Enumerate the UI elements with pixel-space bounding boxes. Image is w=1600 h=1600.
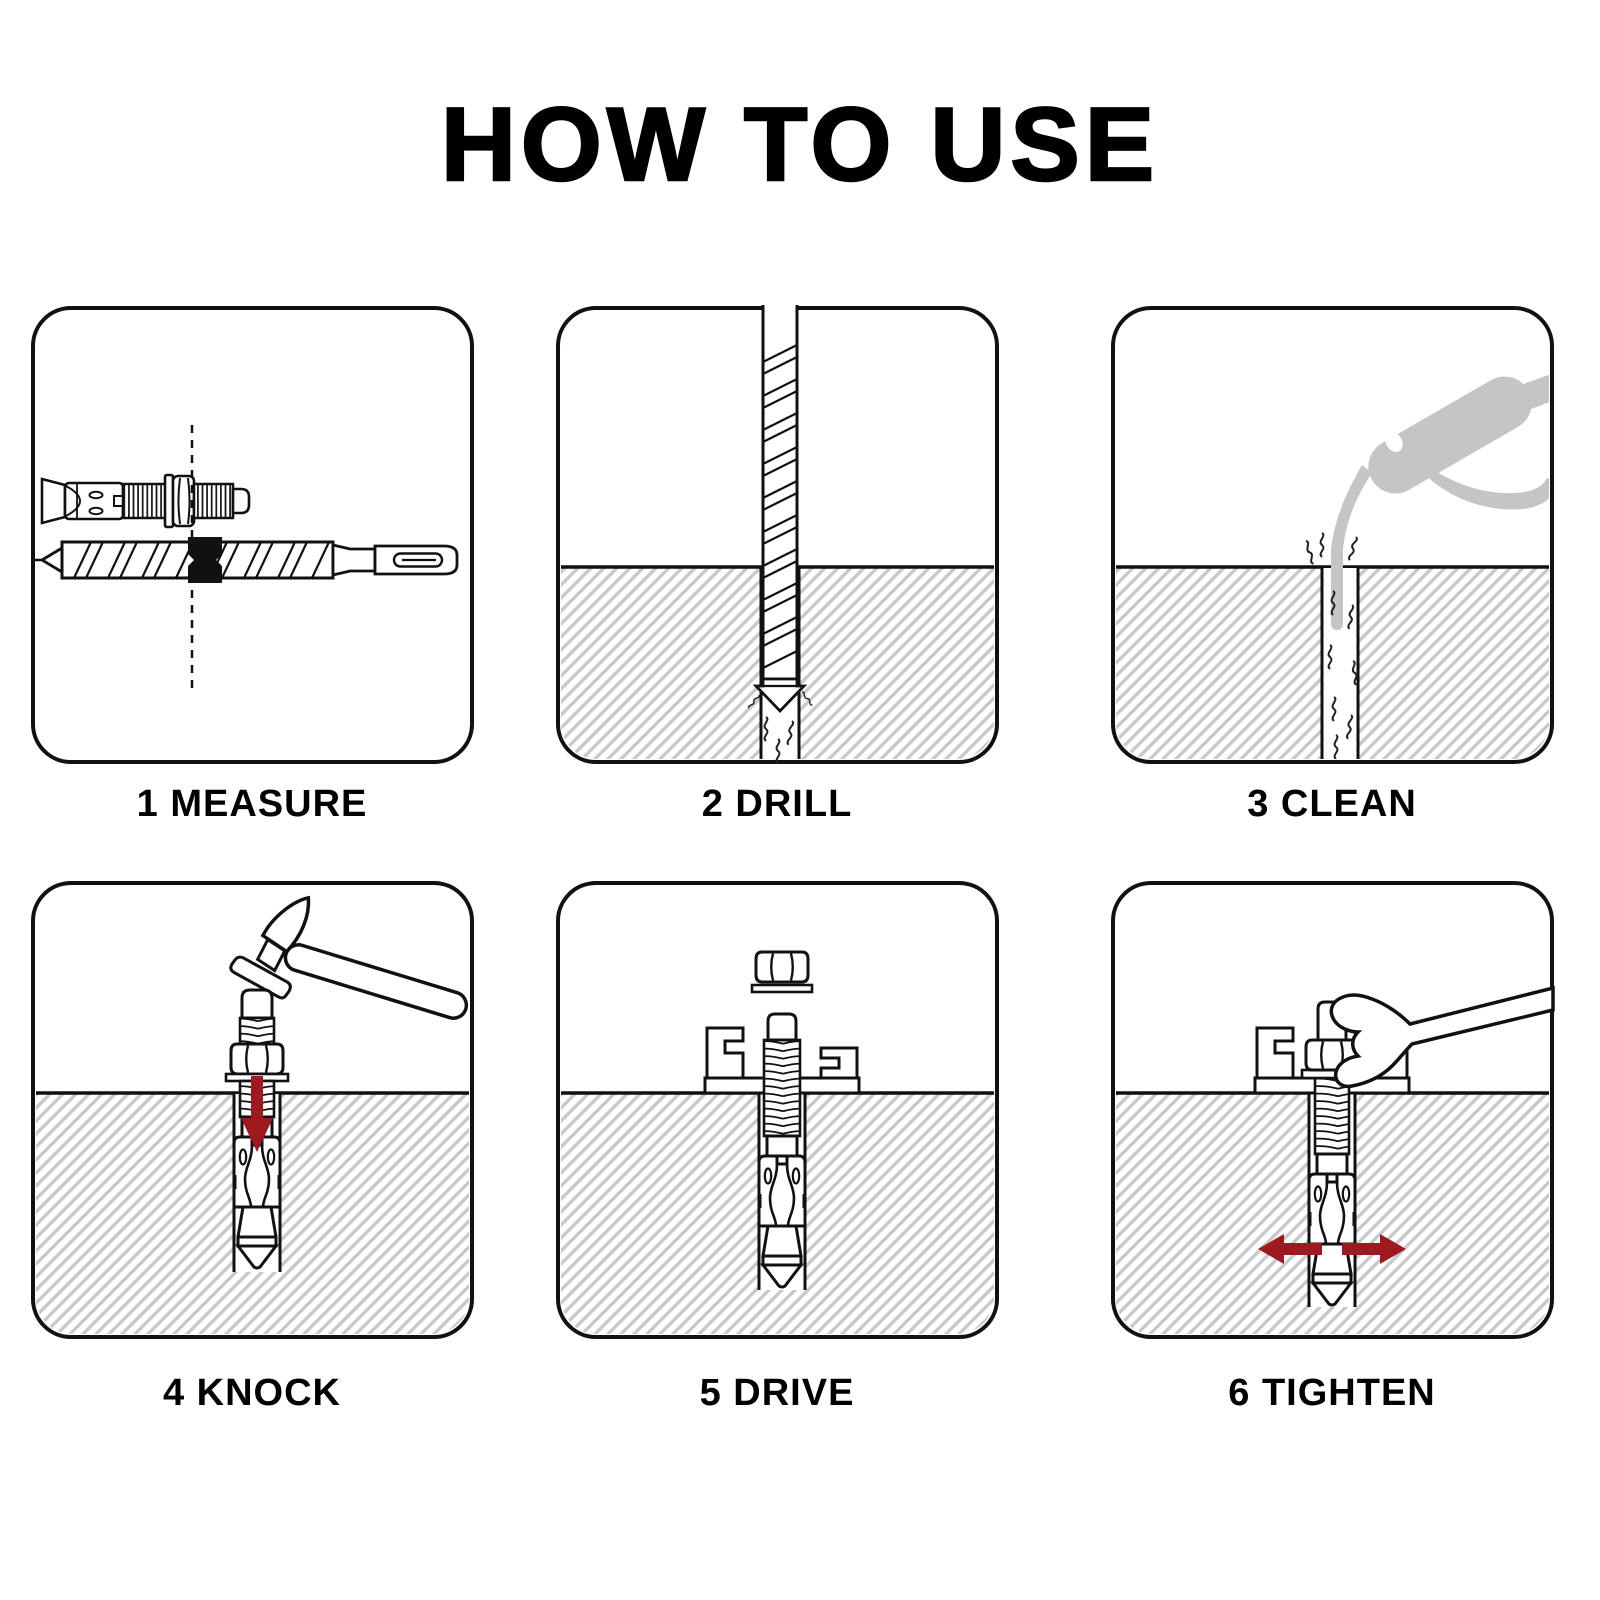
panel-clean — [1110, 305, 1555, 765]
drive-illustration — [555, 880, 1000, 1340]
step-2-caption: 2 DRILL — [701, 783, 853, 825]
panel-drill — [555, 305, 1000, 765]
knock-illustration — [30, 880, 475, 1340]
panel-tighten — [1110, 880, 1555, 1340]
washer — [752, 985, 812, 992]
clean-illustration — [1110, 305, 1555, 765]
step-3-caption: 3 CLEAN — [1247, 783, 1417, 825]
measure-illustration — [30, 305, 475, 765]
step-4-caption: 4 KNOCK — [162, 1372, 342, 1414]
panel-measure — [30, 305, 475, 765]
thread-section — [764, 1040, 800, 1136]
thread-section — [123, 484, 167, 518]
drill-illustration — [555, 305, 1000, 765]
tighten-illustration — [1110, 880, 1555, 1340]
page-title: HOW TO USE — [440, 87, 1160, 203]
thread-section — [240, 1018, 274, 1044]
hex-nut — [231, 1044, 283, 1074]
step-1-caption: 1 MEASURE — [136, 783, 368, 825]
hex-nut — [756, 952, 808, 982]
panel-knock — [30, 880, 475, 1340]
step-5-caption: 5 DRIVE — [699, 1372, 855, 1414]
panel-drive — [555, 880, 1000, 1340]
step-6-caption: 6 TIGHTEN — [1228, 1372, 1436, 1414]
anchor-bolt-icon — [759, 1014, 806, 1287]
drill-bit-icon — [756, 305, 804, 711]
anchor-bolt-icon — [42, 475, 249, 527]
panel-border — [33, 308, 472, 762]
thread-section — [1315, 1078, 1349, 1154]
